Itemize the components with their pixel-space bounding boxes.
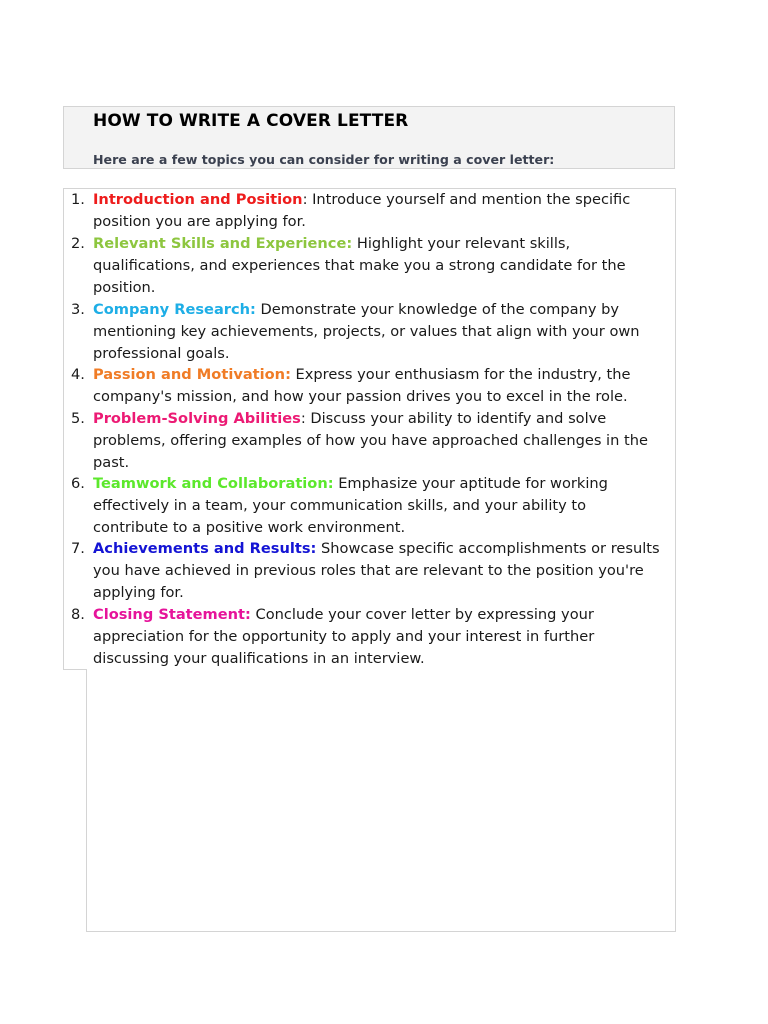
topic-number: 2. bbox=[71, 235, 85, 252]
topic-heading: Passion and Motivation: bbox=[93, 366, 291, 383]
topic-heading: Teamwork and Collaboration: bbox=[93, 475, 334, 492]
topic-number: 1. bbox=[71, 191, 85, 208]
topic-number: 4. bbox=[71, 366, 85, 383]
topics-box bbox=[63, 188, 676, 670]
topic-heading: Problem-Solving Abilities bbox=[93, 410, 301, 427]
topic-text: Relevant Skills and Experience: Highlight your relevant skills, qualifications, and experiences that make you a strong candidate for the position. bbox=[93, 235, 626, 296]
topic-number: 6. bbox=[71, 475, 85, 492]
topic-number: 7. bbox=[71, 540, 85, 557]
topic-heading: Achievements and Results: bbox=[93, 540, 317, 557]
topic-text: Teamwork and Collaboration: Emphasize your aptitude for working effectively in a team, your communication skills, and your ability to contribute to a positive work environment. bbox=[93, 475, 608, 536]
topic-text: Achievements and Results: Showcase specific accomplishments or results you have achieved in previous roles that are relevant to the position you're applying for. bbox=[93, 540, 660, 601]
topic-text: Company Research: Demonstrate your knowledge of the company by mentioning key achievements, projects, or values that align with your own professional goals. bbox=[93, 301, 640, 362]
topic-number: 3. bbox=[71, 301, 85, 318]
blank-area bbox=[86, 669, 676, 932]
topic-text: Introduction and Position: Introduce yourself and mention the specific position you are applying for. bbox=[93, 191, 631, 230]
header-box bbox=[63, 106, 675, 169]
topic-heading: Relevant Skills and Experience: bbox=[93, 235, 353, 252]
topic-text: Problem-Solving Abilities: Discuss your ability to identify and solve problems, offering examples of how you have approached challenges in the past. bbox=[93, 410, 648, 471]
topic-heading: Closing Statement: bbox=[93, 606, 251, 623]
topic-number: 5. bbox=[71, 410, 85, 427]
topic-text: Closing Statement: Conclude your cover letter by expressing your appreciation for the opportunity to apply and your interest in further discussing your qualifications in an interview. bbox=[93, 606, 595, 667]
topic-heading: Introduction and Position bbox=[93, 191, 303, 208]
topic-heading: Company Research: bbox=[93, 301, 256, 318]
topic-number: 8. bbox=[71, 606, 85, 623]
page-title: HOW TO WRITE A COVER LETTER bbox=[93, 111, 409, 131]
topic-text: Passion and Motivation: Express your enthusiasm for the industry, the company's mission, and how your passion drives you to excel in the role. bbox=[93, 366, 631, 405]
page-subtitle: Here are a few topics you can consider for writing a cover letter: bbox=[93, 152, 555, 167]
